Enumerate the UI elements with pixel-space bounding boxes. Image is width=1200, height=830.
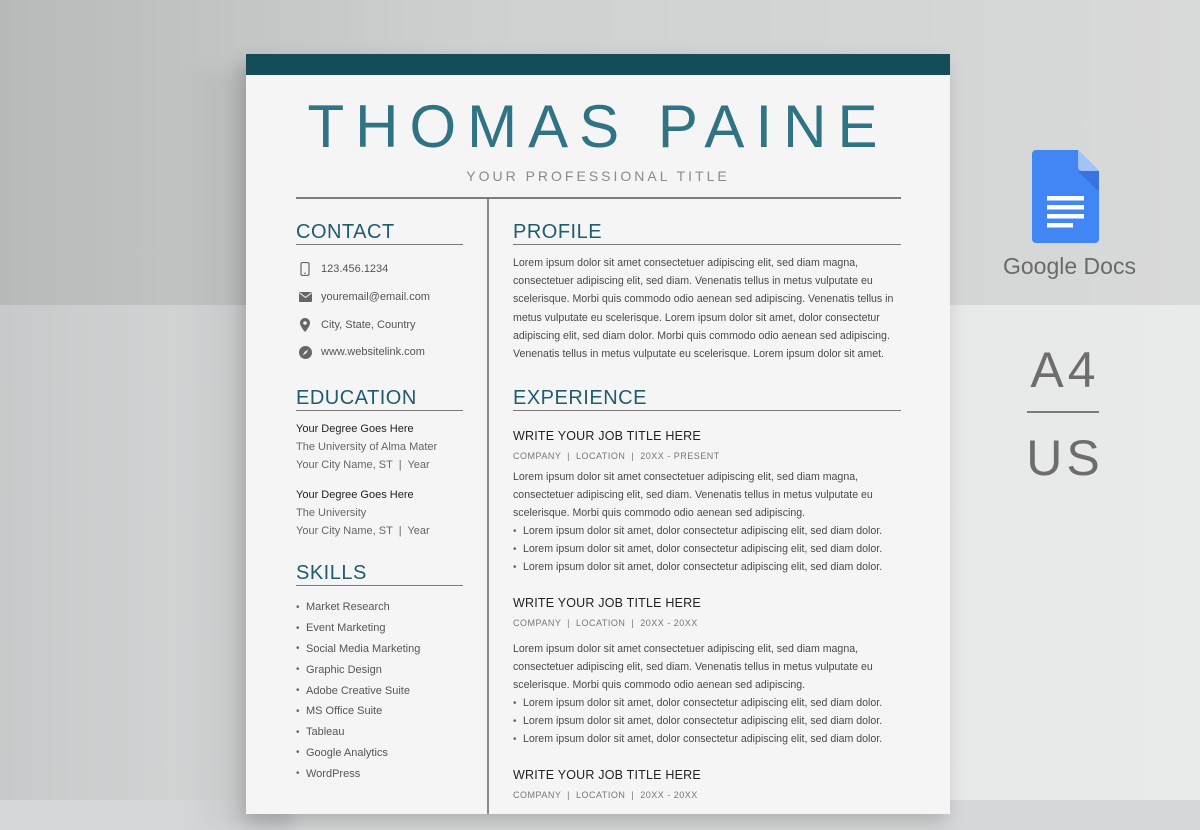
format-us-label: US: [1026, 430, 1104, 486]
profile-heading: PROFILE: [513, 221, 603, 243]
resume-page: [246, 54, 950, 814]
skill-item: • Adobe Creative Suite: [296, 684, 410, 697]
skills-heading: SKILLS: [296, 562, 367, 584]
compass-icon: [298, 345, 312, 359]
education-place: Your City Name, ST | Year: [296, 459, 430, 471]
header-divider: [296, 197, 901, 199]
job-title: WRITE YOUR JOB TITLE HERE: [513, 429, 701, 443]
skill-item: • Tableau: [296, 726, 345, 739]
education-school: The University: [296, 507, 367, 519]
job-title: WRITE YOUR JOB TITLE HERE: [513, 596, 701, 610]
education-school: The University of Alma Mater: [296, 441, 438, 453]
format-divider: [1027, 411, 1099, 413]
contact-website: [298, 342, 425, 362]
experience-heading-rule: [513, 410, 901, 411]
map-pin-icon: [298, 318, 312, 332]
contact-location: [298, 315, 416, 335]
job-bullets: [513, 522, 913, 577]
header-color-bar: [246, 54, 950, 75]
education-place: Your City Name, ST | Year: [296, 525, 430, 537]
job-bullet: • Lorem ipsum dolor sit amet, dolor consectetur adipiscing elit, sed diam dolor.: [513, 525, 883, 537]
email-text: youremail@email.com: [321, 291, 430, 303]
experience-heading: EXPERIENCE: [513, 387, 647, 409]
skill-item: • WordPress: [296, 767, 361, 780]
education-heading-rule: [296, 410, 463, 411]
skills-list: [296, 597, 420, 784]
google-docs-icon: [1032, 150, 1099, 243]
skills-heading-rule: [296, 585, 463, 586]
profile-heading-rule: [513, 244, 901, 245]
education-heading: EDUCATION: [296, 387, 417, 409]
job-description: Lorem ipsum dolor sit amet consectetuer adipiscing elit, sed diam magna, consectetuer adipiscing elit, sed diam. Venenatis tellus in metus vulputate eu scelerisque. Morbi quis commodo odio aenean sed adipiscing.: [513, 643, 873, 692]
resume-name: THOMAS PAINE: [307, 93, 889, 160]
job-bullets: [513, 694, 913, 749]
job-bullet: • Lorem ipsum dolor sit amet, dolor consectetur adipiscing elit, sed diam dolor.: [513, 715, 883, 728]
format-a4-label: A4: [1030, 342, 1100, 398]
website-text: www.websitelink.com: [321, 346, 425, 358]
job-bullet: • Lorem ipsum dolor sit amet, dolor consectetur adipiscing elit, sed diam dolor.: [513, 697, 883, 709]
skill-item: • Google Analytics: [296, 746, 388, 759]
job-meta: COMPANY | LOCATION | 20XX - 20XX: [513, 618, 698, 628]
job-bullet: • Lorem ipsum dolor sit amet, dolor consectetur adipiscing elit, sed diam dolor.: [513, 561, 883, 574]
skill-item: • Event Marketing: [296, 622, 386, 635]
contact-phone: [298, 259, 388, 279]
job-description: Lorem ipsum dolor sit amet consectetuer adipiscing elit, sed diam magna, consectetuer adipiscing elit, sed diam. Venenatis tellus in metus vulputate eu scelerisque. Morbi quis commodo odio aenean sed adipiscing.: [513, 471, 873, 520]
phone-text: 123.456.1234: [321, 263, 389, 275]
job-bullet: • Lorem ipsum dolor sit amet, dolor consectetur adipiscing elit, sed diam dolor.: [513, 543, 883, 556]
google-docs-label: Google Docs: [1003, 253, 1136, 279]
contact-heading-rule: [296, 244, 463, 245]
location-text: City, State, Country: [321, 319, 416, 331]
job-meta: COMPANY | LOCATION | 20XX - PRESENT: [513, 451, 720, 461]
job-title: WRITE YOUR JOB TITLE HERE: [513, 768, 701, 782]
profile-text: Lorem ipsum dolor sit amet consectetuer adipiscing elit, sed diam magna, consectetuer adipiscing elit, sed diam. Venenatis tellus in metus vulputate eu scelerisque. Morbi quis commodo odio aenean sed adipiscing. Venenatis tellus in metus vulputate eu scelerisque. Lorem ipsum dolor sit amet, dolor consectetur adipiscing elit, sed diam dolor. Morbi quis commodo odio aenean sed adipiscing. Venenatis tellus in metus vulputate eu scelerisque. Lorem ipsum dolor sit amet.: [513, 257, 894, 361]
skill-item: • Graphic Design: [296, 663, 382, 676]
education-degree: Your Degree Goes Here: [296, 489, 414, 501]
job-meta: COMPANY | LOCATION | 20XX - 20XX: [513, 790, 698, 800]
skill-item: • Social Media Marketing: [296, 642, 421, 655]
contact-email: [298, 287, 430, 307]
column-divider: [487, 199, 489, 814]
envelope-icon: [298, 290, 312, 304]
education-degree: Your Degree Goes Here: [296, 423, 414, 435]
skill-item: • Market Research: [296, 601, 390, 614]
contact-heading: CONTACT: [296, 221, 395, 243]
job-bullet: • Lorem ipsum dolor sit amet, dolor consectetur adipiscing elit, sed diam dolor.: [513, 733, 883, 746]
phone-icon: [298, 262, 312, 276]
professional-title: YOUR PROFESSIONAL TITLE: [466, 168, 730, 184]
skill-item: • MS Office Suite: [296, 705, 383, 718]
